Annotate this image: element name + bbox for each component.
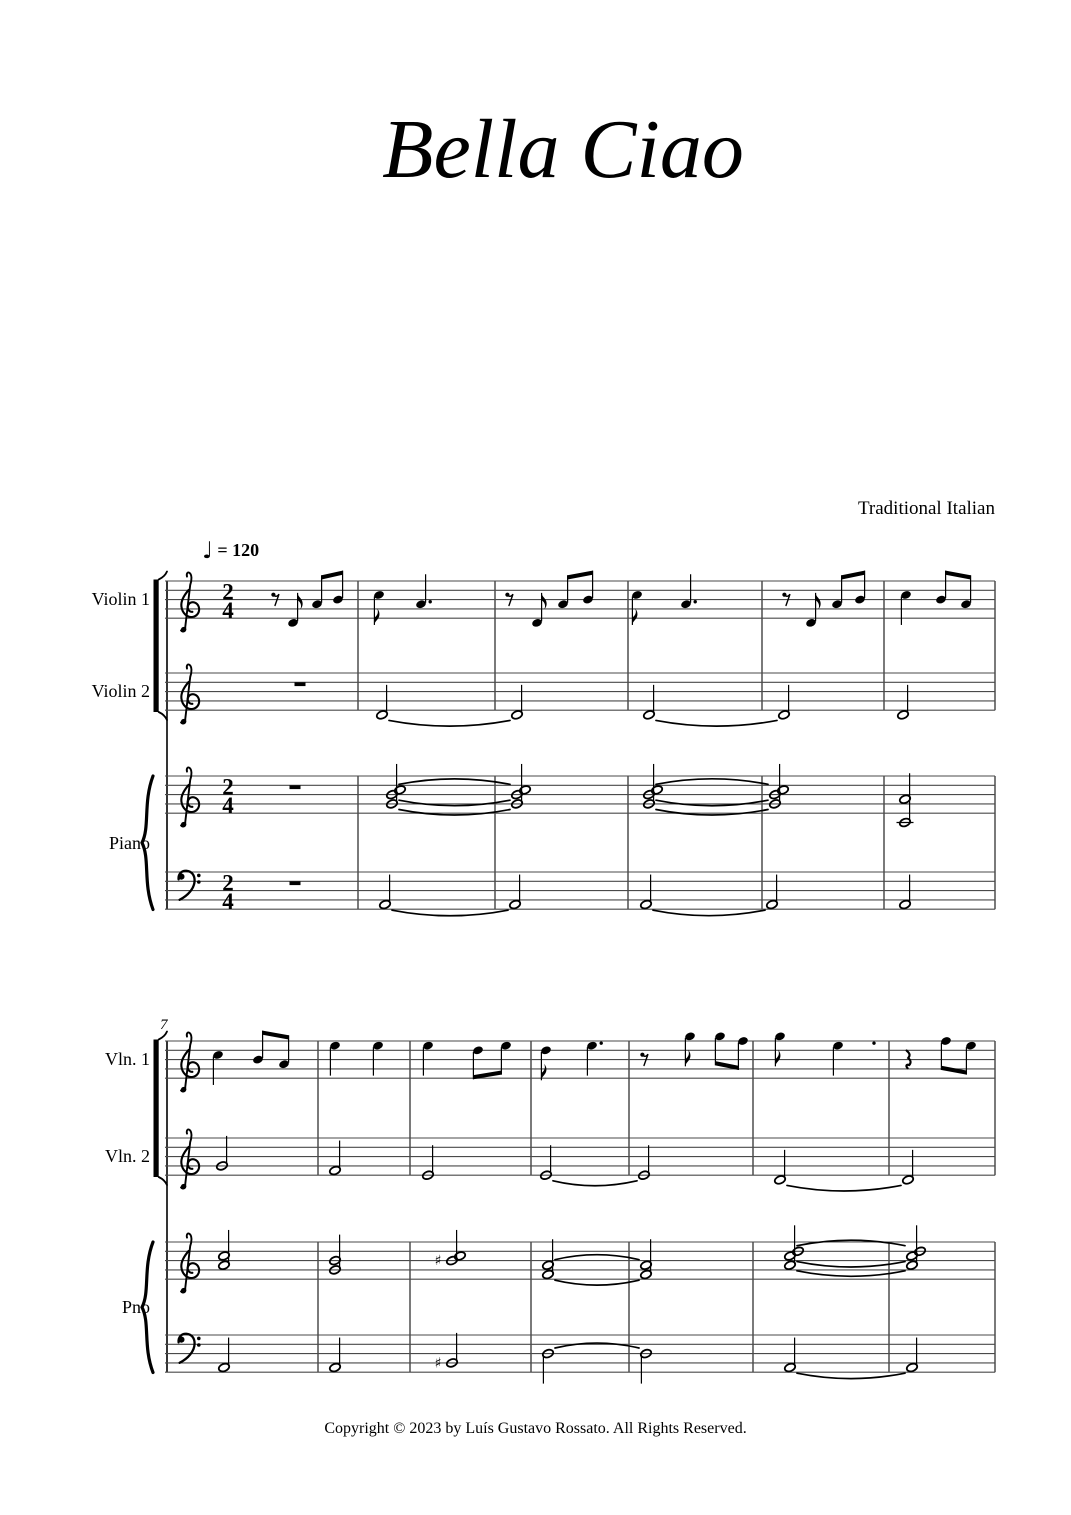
svg-text:2: 2 [222, 579, 234, 605]
staff-piano-treble [109, 764, 995, 853]
tempo-text: = 120 [212, 540, 260, 560]
page-title: Bella Ciao [382, 103, 744, 196]
staff-violin1 [92, 571, 995, 633]
svg-text:2: 2 [222, 774, 234, 800]
staff-violin2 [92, 664, 995, 726]
system-1 [92, 571, 995, 916]
svg-text:4: 4 [222, 889, 234, 915]
composer-credit: Traditional Italian [857, 498, 995, 519]
svg-text:4: 4 [222, 598, 234, 624]
staff-piano-bass [165, 871, 995, 916]
instrument-label: Pno [121, 1297, 150, 1317]
system-2 [105, 1017, 995, 1384]
copyright-notice: Copyright © 2023 by Luís Gustavo Rossato. All Rights Reserved. [324, 1420, 747, 1437]
quarter-note-icon: ♩ [202, 538, 213, 564]
svg-text:♯: ♯ [434, 1253, 442, 1270]
staff-vln2 [105, 1129, 995, 1191]
svg-text:7: 7 [160, 1017, 168, 1033]
staff-pno-treble [122, 1225, 995, 1317]
staff-pno-bass [165, 1333, 995, 1384]
instrument-label: Vln. 2 [105, 1146, 150, 1166]
instrument-label: Piano [108, 833, 150, 853]
instrument-label: Violin 1 [91, 589, 150, 609]
instrument-label: Vln. 1 [105, 1049, 150, 1069]
svg-text:♯: ♯ [434, 1355, 442, 1372]
svg-text:4: 4 [222, 793, 234, 819]
staff-vln1 [105, 1031, 995, 1093]
instrument-label: Violin 2 [91, 681, 150, 701]
svg-text:2: 2 [222, 870, 234, 896]
